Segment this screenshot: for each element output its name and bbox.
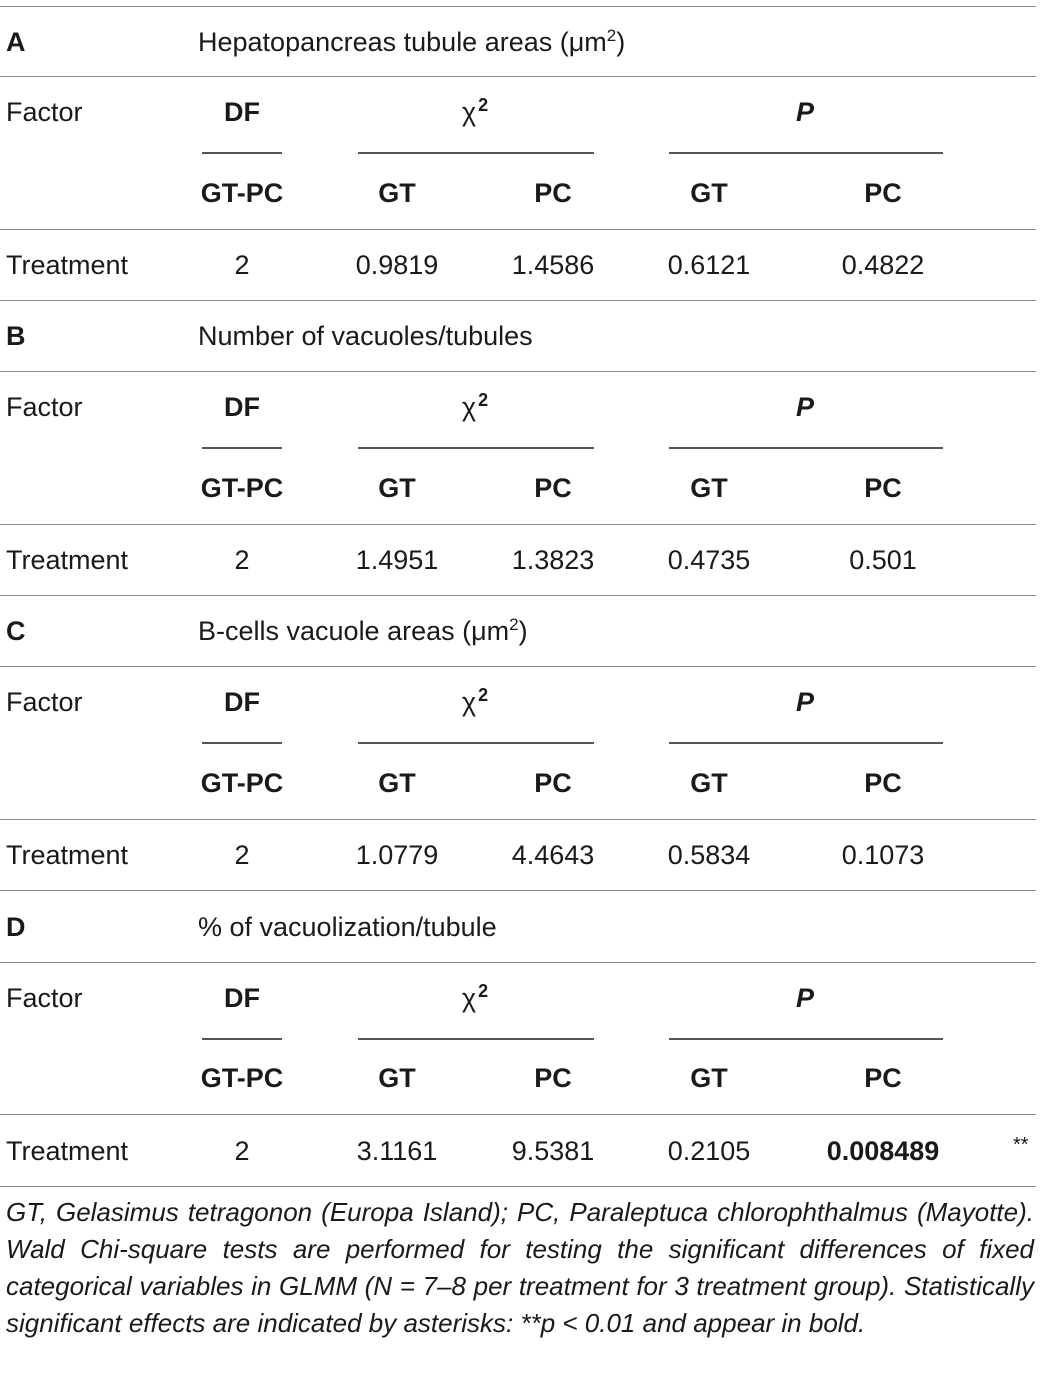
row-df: 2	[234, 250, 250, 280]
table-rule	[0, 962, 1036, 963]
p-gt-subheader: GT	[690, 768, 728, 798]
df-header: DF	[224, 97, 260, 127]
gt-pc-subheader: GT-PC	[200, 178, 284, 208]
row-chi-pc: 4.4643	[511, 840, 595, 870]
row-p-pc: 0.4822	[841, 250, 925, 280]
row-p-gt: 0.6121	[667, 250, 751, 280]
row-chi-gt: 1.4951	[355, 545, 439, 575]
chi-square-header: χ $^2$	[461, 981, 489, 1013]
table-rule	[0, 819, 1036, 820]
header-underline	[202, 152, 282, 154]
chi-pc-subheader: PC	[534, 178, 572, 208]
header-underline	[358, 742, 594, 744]
header-underline	[358, 447, 594, 449]
row-p-pc: 0.501	[849, 545, 917, 575]
section-title: B-cells vacuole areas $(\mu m^2)$	[198, 615, 528, 646]
row-factor: Treatment	[6, 250, 129, 280]
df-header: DF	[224, 687, 260, 717]
p-gt-subheader: GT	[690, 1063, 728, 1093]
p-header: P	[795, 97, 815, 127]
chi-square-header: χ $^2$	[461, 390, 489, 422]
p-pc-subheader: PC	[864, 178, 902, 208]
section-title: Hepatopancreas tubule areas $(\mu m^2)$	[198, 26, 626, 57]
chi-square-header: χ $^2$	[461, 685, 489, 717]
section-letter: D	[6, 912, 26, 942]
row-df: 2	[234, 840, 250, 870]
section-title: % of vacuolization/tubule	[198, 912, 497, 942]
df-header: DF	[224, 392, 260, 422]
row-factor: Treatment	[6, 545, 129, 575]
p-header: P	[795, 392, 815, 422]
p-header: P	[795, 687, 815, 717]
header-underline	[202, 1038, 282, 1040]
chi-pc-subheader: PC	[534, 768, 572, 798]
row-chi-pc: 9.5381	[511, 1136, 595, 1166]
chi-gt-subheader: GT	[378, 178, 416, 208]
header-underline	[358, 152, 594, 154]
p-header: P	[795, 983, 815, 1013]
factor-header: Factor	[6, 392, 83, 422]
table-rule	[0, 6, 1036, 7]
section-letter: C	[6, 616, 26, 646]
row-p-pc: 0.1073	[841, 840, 925, 870]
df-header: DF	[224, 983, 260, 1013]
table-rule	[0, 1186, 1036, 1187]
row-df: 2	[234, 545, 250, 575]
table-rule	[0, 666, 1036, 667]
chi-square-header: χ $^2$	[461, 95, 489, 127]
row-chi-gt: 3.1161	[356, 1136, 438, 1166]
row-chi-gt: 1.0779	[355, 840, 439, 870]
significance-marker: **	[1013, 1134, 1029, 1156]
p-pc-subheader: PC	[864, 768, 902, 798]
table-rule	[0, 595, 1036, 596]
chi-gt-subheader: GT	[378, 473, 416, 503]
gt-pc-subheader: GT-PC	[200, 1063, 284, 1093]
chi-pc-subheader: PC	[534, 473, 572, 503]
row-p-gt: 0.4735	[667, 545, 751, 575]
factor-header: Factor	[6, 983, 83, 1013]
table-rule	[0, 524, 1036, 525]
row-chi-pc: 1.4586	[511, 250, 595, 280]
header-underline	[669, 447, 943, 449]
row-chi-pc: 1.3823	[511, 545, 595, 575]
table-rule	[0, 371, 1036, 372]
table-rule	[0, 76, 1036, 77]
table-footnote: GT, Gelasimus tetragonon (Europa Island); PC, Paraleptuca chlorophthalmus (Mayotte). Wald Chi-square tests are performed for testing the significant differences of fixed categorical variables in GLMM (N = 7–8 per treatment for 3 treatment group). Statistically significant effects are indicated by asterisks: **p < 0.01 and appear in bold.	[6, 1197, 1034, 1338]
p-gt-subheader: GT	[690, 473, 728, 503]
header-underline	[358, 1038, 594, 1040]
gt-pc-subheader: GT-PC	[200, 473, 284, 503]
row-chi-gt: 0.9819	[355, 250, 439, 280]
row-df: 2	[234, 1136, 250, 1166]
table-rule	[0, 890, 1036, 891]
table-rule	[0, 229, 1036, 230]
factor-header: Factor	[6, 97, 83, 127]
header-underline	[669, 1038, 943, 1040]
section-title: Number of vacuoles/tubules	[198, 321, 533, 351]
row-p-gt: 0.5834	[667, 840, 751, 870]
p-pc-subheader: PC	[864, 1063, 902, 1093]
factor-header: Factor	[6, 687, 83, 717]
p-gt-subheader: GT	[690, 178, 728, 208]
gt-pc-subheader: GT-PC	[200, 768, 284, 798]
row-p-pc-significant: 0.008489	[826, 1136, 940, 1166]
chi-pc-subheader: PC	[534, 1063, 572, 1093]
table-rule	[0, 300, 1036, 301]
p-pc-subheader: PC	[864, 473, 902, 503]
chi-gt-subheader: GT	[378, 1063, 416, 1093]
section-letter: A	[6, 27, 26, 57]
row-p-gt: 0.2105	[667, 1136, 751, 1166]
header-underline	[202, 447, 282, 449]
row-factor: Treatment	[6, 1136, 129, 1166]
chi-gt-subheader: GT	[378, 768, 416, 798]
header-underline	[669, 152, 943, 154]
header-underline	[669, 742, 943, 744]
section-letter: B	[6, 321, 26, 351]
header-underline	[202, 742, 282, 744]
row-factor: Treatment	[6, 840, 129, 870]
table-rule	[0, 1114, 1036, 1115]
